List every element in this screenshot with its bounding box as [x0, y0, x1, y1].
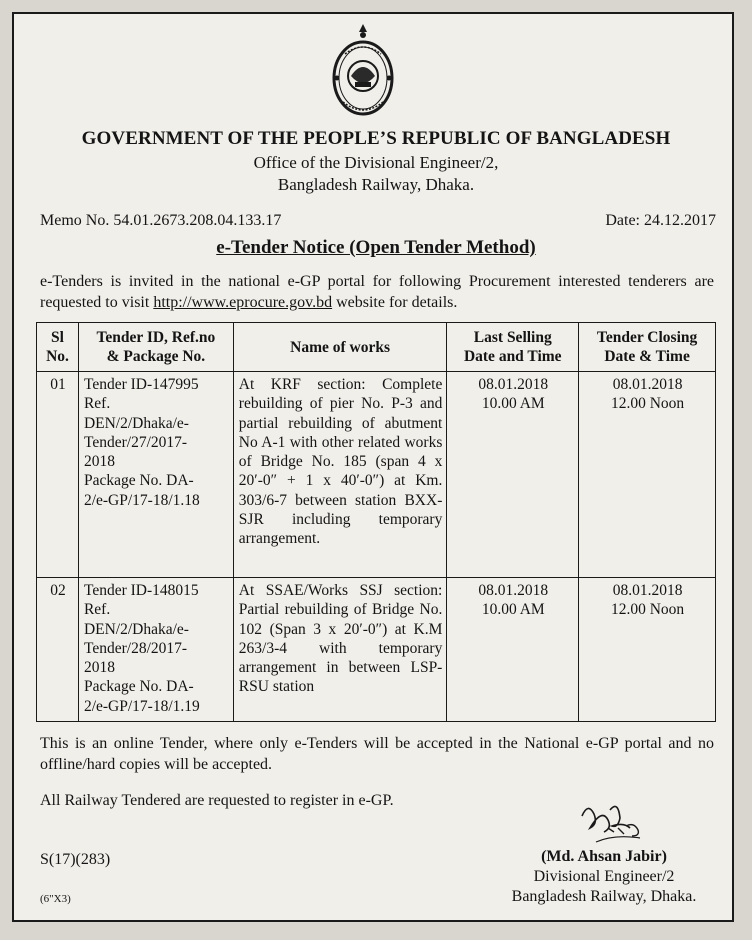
eprocure-link[interactable]: http://www.eprocure.gov.bd [153, 294, 333, 311]
closing-time: 12.00 Noon [610, 395, 685, 413]
row-tender-id [78, 372, 233, 578]
closing-date: 08.01.2018 [612, 582, 683, 599]
tender-id-line: 2/e-GP/17-18/1.19 [83, 697, 200, 715]
tender-table [36, 322, 716, 722]
header-selling-line1: Last Selling [473, 329, 552, 346]
closing-time: 12.00 Noon [610, 601, 685, 619]
row-tender-id [78, 578, 233, 722]
selling-time: 10.00 AM [481, 395, 545, 413]
header-sl [37, 323, 79, 372]
header-id-line2: & Package No. [106, 348, 206, 365]
tender-id-line: Tender ID-148015 [83, 582, 199, 599]
header-sl-line2: No. [46, 348, 69, 365]
selling-date: 08.01.2018 [478, 376, 549, 393]
header-closing-line2: Date & Time [604, 348, 690, 365]
intro-paragraph [40, 271, 714, 313]
intro-text: e-Tenders is invited in the national e-GP portal for following Procurement interested tenderers are requested to visit [40, 273, 714, 311]
railway-emblem-icon [331, 22, 395, 116]
row-works: At KRF section: Complete rebuilding of pier No. P-3 and partial rebuilding of abutment No A-1 with other related works of Bridge No. 185 (span 4 x 20′-0″ + 1 x 40′-0″) at Km. 303/6-7 between station BXX-SJR including temporary arrangement. [233, 372, 447, 578]
header-tender-id [78, 323, 233, 372]
header-closing-line1: Tender Closing [596, 329, 698, 346]
header-works: Name of works [233, 323, 447, 372]
tender-id-line: Package No. DA- [83, 678, 194, 696]
header-selling-line2: Date and Time [463, 348, 562, 365]
tender-id-line: Tender/27/2017- [83, 433, 188, 451]
reference-code: S(17)(283) [40, 851, 111, 868]
size-note: (6"X3) [40, 893, 71, 905]
table-row [37, 372, 716, 578]
row-sl: 01 [37, 372, 79, 578]
signatory-organization: Bangladesh Railway, Dhaka. [511, 888, 697, 905]
row-closing [579, 372, 716, 578]
tender-id-line: Package No. DA- [83, 472, 194, 490]
notice-title: e-Tender Notice (Open Tender Method) [216, 237, 536, 258]
office-line: Office of the Divisional Engineer/2, [253, 153, 499, 172]
tender-id-line: Ref. [83, 601, 111, 619]
header-sl-line1: Sl [51, 329, 64, 346]
tender-id-line: Tender/28/2017- [83, 639, 188, 657]
signatory-title: Divisional Engineer/2 [533, 868, 675, 885]
signatory-name: (Md. Ahsan Jabir) [541, 848, 667, 865]
row-closing [579, 578, 716, 722]
online-tender-note: This is an online Tender, where only e-Tenders will be accepted in the National e-GP portal and no offline/hard copies will be accepted. [40, 735, 714, 773]
row-selling [447, 578, 579, 722]
row-works: At SSAE/Works SSJ section: Partial rebuilding of Bridge No. 102 (Span 3 x 20′-0″) at K.M 263/3-4 with temporary arrangement in between LSP-RSU station [233, 578, 447, 722]
intro-text-end: website for details. [332, 294, 458, 311]
row-sl: 02 [37, 578, 79, 722]
table-header-row [37, 323, 716, 372]
closing-date: 08.01.2018 [612, 376, 683, 393]
tender-id-line: DEN/2/Dhaka/e- [83, 620, 189, 638]
header-selling [447, 323, 579, 372]
signature-block [484, 847, 724, 907]
tender-id-line: 2018 [83, 453, 115, 471]
tender-id-line: Tender ID-147995 [83, 376, 199, 393]
tender-id-line: 2/e-GP/17-18/1.18 [83, 491, 200, 509]
signature-icon [574, 798, 654, 850]
tender-id-line: DEN/2/Dhaka/e- [83, 414, 189, 432]
row-selling [447, 372, 579, 578]
table-row [37, 578, 716, 722]
header-id-line1: Tender ID, Ref.no [96, 329, 216, 346]
organization-line: Bangladesh Railway, Dhaka. [277, 175, 475, 194]
register-note: All Railway Tendered are requested to register in e-GP. [40, 792, 394, 809]
selling-time: 10.00 AM [481, 601, 545, 619]
selling-date: 08.01.2018 [478, 582, 549, 599]
memo-date: Date: 24.12.2017 [605, 212, 716, 229]
memo-number: Memo No. 54.01.2673.208.04.133.17 [40, 212, 282, 229]
tender-id-line: Ref. [83, 395, 111, 413]
government-heading: GOVERNMENT OF THE PEOPLE’S REPUBLIC OF BANGLADESH [81, 128, 671, 149]
tender-id-line: 2018 [83, 659, 115, 677]
header-closing [579, 323, 716, 372]
